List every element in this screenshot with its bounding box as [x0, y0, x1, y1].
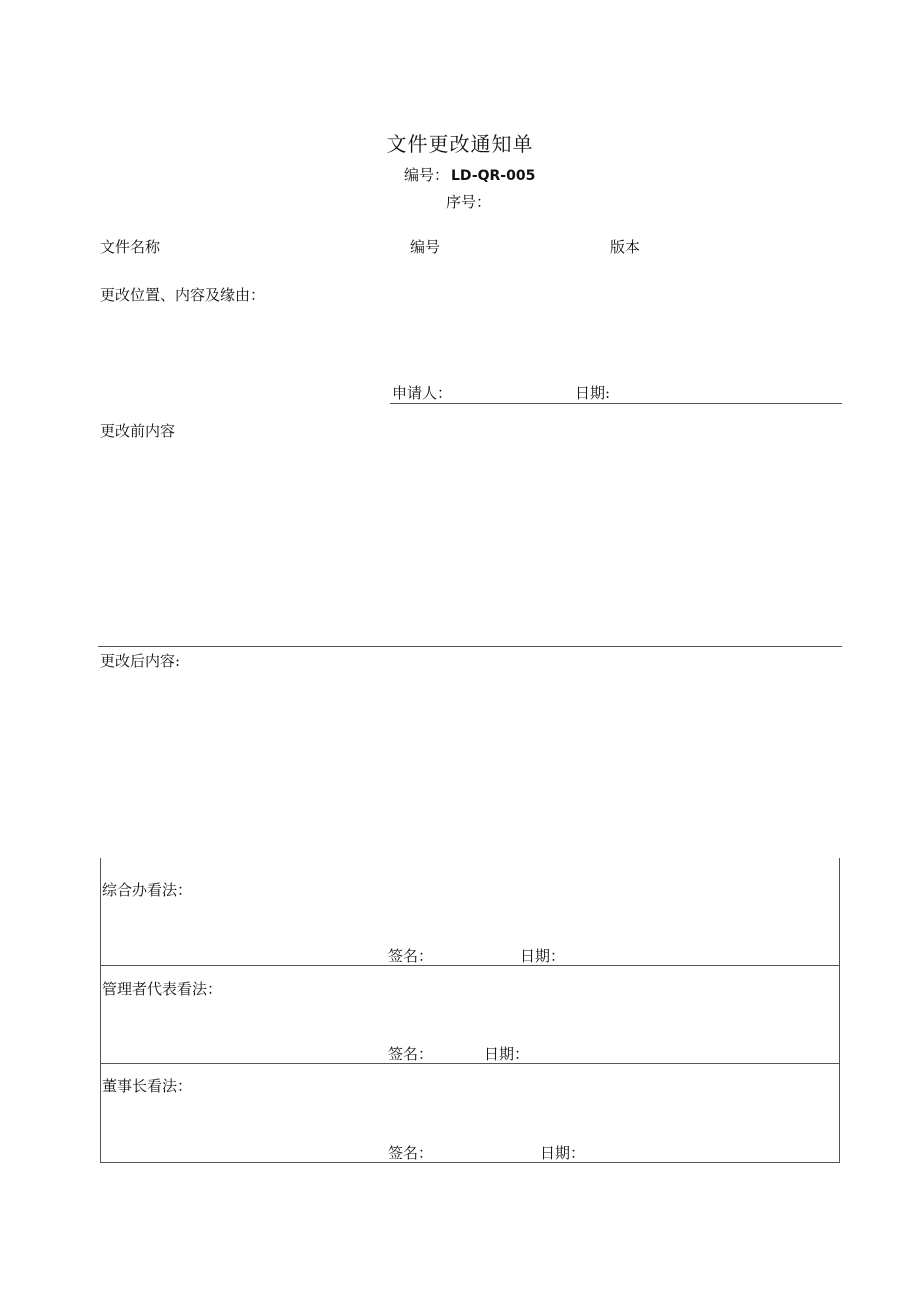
- change-reason-label: 更改位置、内容及缘由：: [100, 286, 266, 304]
- reviews-bottom-border: [100, 1162, 840, 1163]
- review-label: 综合办看法：: [102, 881, 193, 899]
- applicant-label: 申请人：: [392, 384, 453, 402]
- before-content-label: 更改前内容: [100, 422, 176, 440]
- applicant-date-label: 日期:: [575, 384, 611, 402]
- review-sign-label: 签名：: [388, 947, 434, 965]
- reviews-left-border: [100, 858, 101, 1162]
- after-content-label: 更改后内容:: [100, 652, 181, 670]
- review-sign-label: 签名：: [388, 1144, 434, 1162]
- reviews-right-border: [839, 858, 840, 1162]
- form-code-value: LD-QR-005: [451, 168, 536, 184]
- review-date-label: 日期：: [484, 1045, 530, 1063]
- number-label: 编号: [410, 238, 441, 256]
- version-label: 版本: [610, 238, 641, 256]
- form-code-label: 编号：: [404, 166, 450, 184]
- review-divider: [100, 965, 840, 966]
- review-date-label: 日期：: [540, 1144, 586, 1162]
- before-divider: [98, 646, 842, 647]
- review-label: 管理者代表看法：: [102, 980, 223, 998]
- form-seq-label: 序号：: [446, 193, 492, 211]
- form-code-line: [404, 164, 535, 185]
- form-title: 文件更改通知单: [386, 132, 534, 156]
- review-date-label: 日期：: [520, 947, 566, 965]
- applicant-underline: [390, 403, 842, 404]
- file-name-label: 文件名称: [100, 238, 161, 256]
- review-divider: [100, 1063, 840, 1064]
- review-label: 董事长看法：: [102, 1077, 193, 1095]
- review-sign-label: 签名：: [388, 1045, 434, 1063]
